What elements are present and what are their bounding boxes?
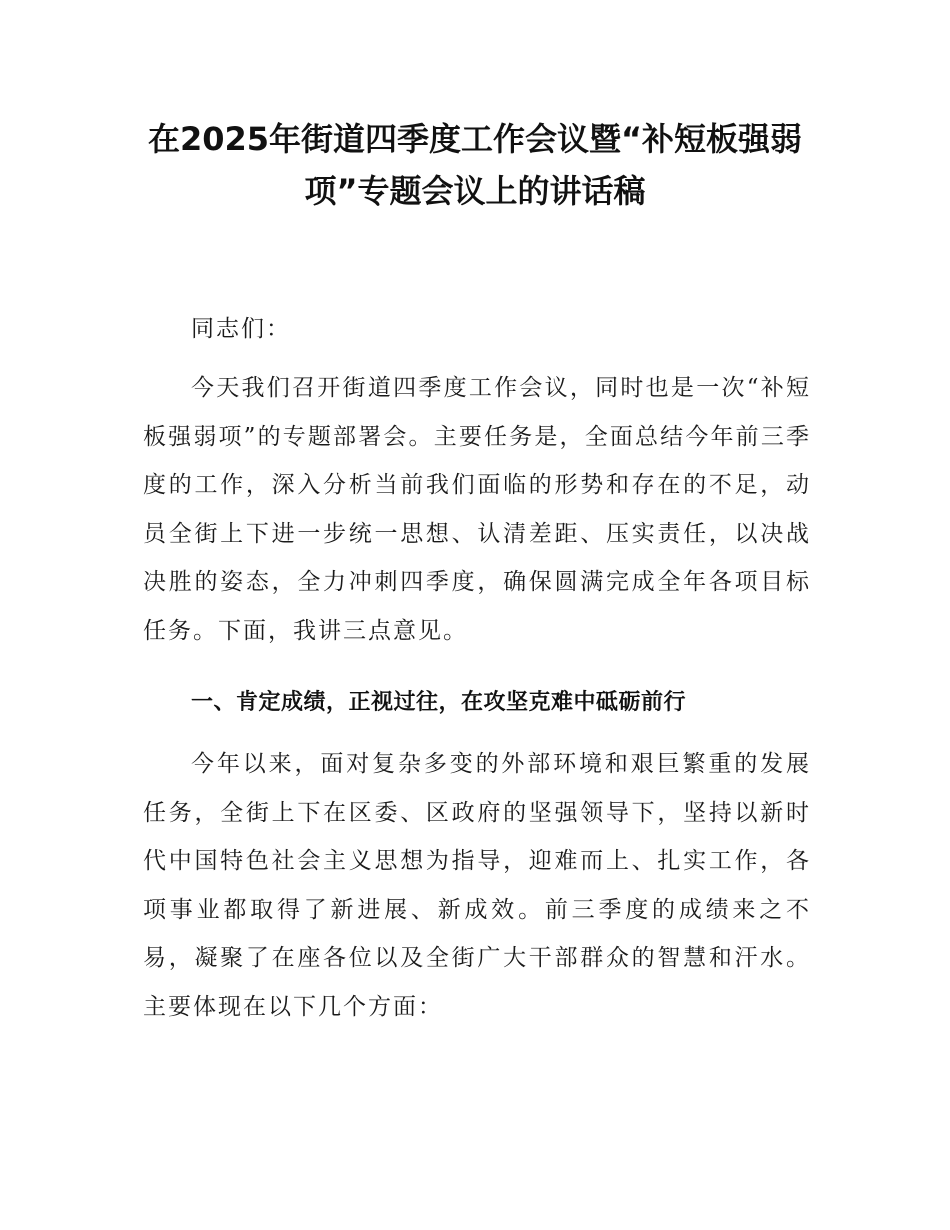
section-heading-1: 一、肯定成绩，正视过往，在攻坚克难中砥砺前行 xyxy=(191,690,687,715)
paragraph-intro: 今天我们召开街道四季度工作会议，同时也是一次“补短板强弱项”的专题部署会。主要任务是，全面总结今年前三季度的工作，深入分析当前我们面临的形势和存在的不足，动员全街上下进一步统一思想、认清差距、压实责任，以决战决胜的姿态，全力冲刺四季度，确保圆满完成全年各项目标任务。下面，我讲三点意见。 xyxy=(143,375,811,644)
paragraph-achievements: 今年以来，面对复杂多变的外部环境和艰巨繁重的发展任务，全街上下在区委、区政府的坚强领导下，坚持以新时代中国特色社会主义思想为指导，迎难而上、扎实工作，各项事业都取得了新进展、新成效。前三季度的成绩来之不易，凝聚了在座各位以及全街广大干部群众的智慧和汗水。主要体现在以下几个方面： xyxy=(143,751,811,1020)
salutation: 同志们： xyxy=(191,316,291,342)
document-title: 在2025年街道四季度工作会议暨“补短板强弱项”专题会议上的讲话稿 xyxy=(147,120,803,210)
